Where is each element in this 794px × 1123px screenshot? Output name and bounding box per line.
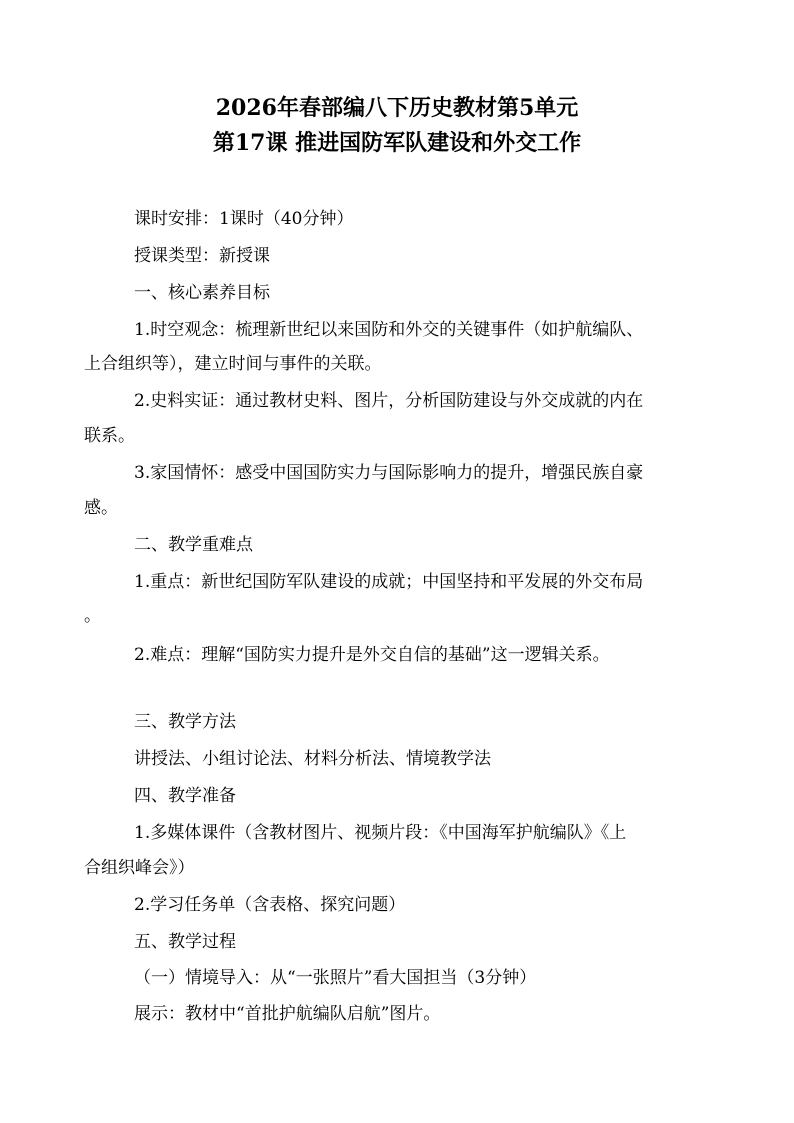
lesson-duration: 课时安排：1课时（40分钟） — [134, 209, 354, 229]
objective-2-line-1: 2.史料实证：通过教材史料、图片，分析国防建设与外交成就的内在 — [134, 391, 644, 411]
section-heading-methods: 三、教学方法 — [134, 712, 236, 732]
teaching-methods: 讲授法、小组讨论法、材料分析法、情境教学法 — [134, 749, 491, 769]
document-title-line-1: 2026年春部编八下历史教材第5单元 — [215, 95, 579, 121]
process-step-1-display: 展示：教材中“首批护航编队启航”图片。 — [134, 1004, 441, 1024]
preparation-2: 2.学习任务单（含表格、探究问题） — [134, 895, 406, 915]
section-heading-preparation: 四、教学准备 — [134, 786, 236, 806]
preparation-1-line-1: 1.多媒体课件（含教材图片、视频片段：《中国海军护航编队》《上 — [134, 823, 627, 843]
key-point-line-2: 。 — [84, 606, 101, 626]
process-step-1-heading: （一）情境导入：从“一张照片”看大国担当（3分钟） — [134, 968, 537, 988]
objective-1-line-2: 上合组织等），建立时间与事件的关联。 — [84, 354, 382, 374]
objective-2-line-2: 联系。 — [84, 426, 135, 446]
section-heading-key-points: 二、教学重难点 — [134, 535, 253, 555]
objective-3-line-1: 3.家国情怀：感受中国国防实力与国际影响力的提升，增强民族自豪 — [134, 463, 644, 483]
section-heading-objectives: 一、核心素养目标 — [134, 283, 270, 303]
preparation-1-line-2: 合组织峰会》） — [84, 858, 195, 878]
difficulty-point: 2.难点：理解“国防实力提升是外交自信的基础”这一逻辑关系。 — [134, 645, 610, 665]
section-heading-process: 五、教学过程 — [134, 932, 236, 952]
objective-3-line-2: 感。 — [84, 498, 118, 518]
lesson-type: 授课类型：新授课 — [134, 246, 270, 266]
objective-1-line-1: 1.时空观念：梳理新世纪以来国防和外交的关键事件（如护航编队、 — [134, 320, 644, 340]
key-point-line-1: 1.重点：新世纪国防军队建设的成就；中国坚持和平发展的外交布局 — [134, 572, 644, 592]
document-title-line-2: 第17课 推进国防军队建设和外交工作 — [212, 130, 582, 156]
